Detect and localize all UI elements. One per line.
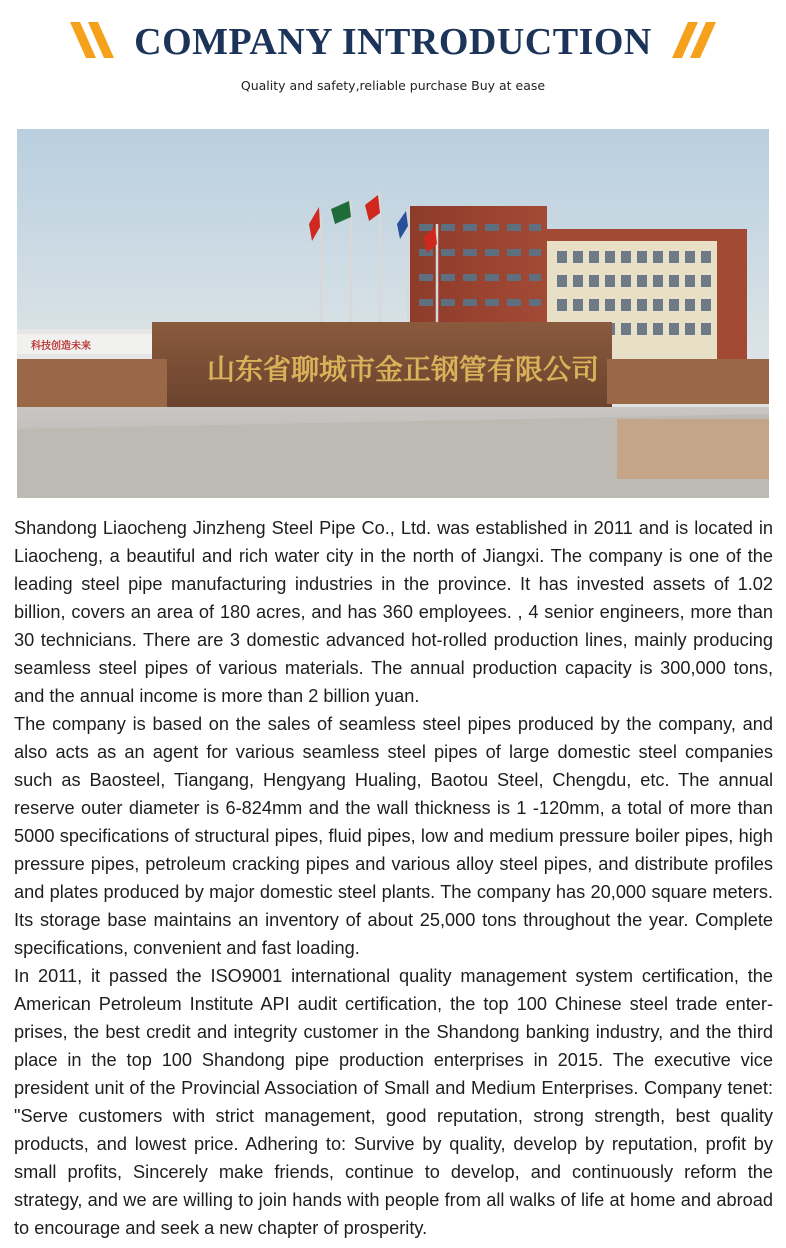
double-slash-right-icon [668,18,720,62]
paragraph-intro: Shandong Liaocheng Jinzheng Steel Pipe Co., Ltd. was established in 2011 and is located in Liaocheng, a beautiful and rich water city in the north of Jiangxi. The company is one of the leading steel pipe manufacturing industries in the province. It has invested assets of 1.02 billion, covers an area of 180 acres, and has 360 employees. , 4 senior engineers, more than 30 technicians. There are 3 domestic advanced hot-rolled production lines, mainly producing seamless steel pipes of various materials. The annual production capacity is 300,000 tons, and the annual income is more than 2 billion yuan. [14,518,773,706]
paragraph-products: The company is based on the sales of seamless steel pipes produced by the company, and also acts as an agent for various seamless steel pipes of large domestic steel companies such as Baosteel, Tiangang, Hengyang Hualing, Baotou Steel, Chengdu, etc. The annual reserve outer diameter is 6-824mm and the wall thickness is 1 -120mm, a total of more than 5000 specifications of structural pipes, fluid pipes, low and medium pressure boiler pipes, high pressure pipes, petroleum cracking pipes and various alloy steel pipes, and distribute profiles and plates produced by major domestic steel plants. The company has 20,000 square meters. Its storage base maintains an inventory of about 25,000 tons throughout the year. Complete specifications, convenient and fast loading. [14,714,773,958]
paragraph-certifications: In 2011, it passed the ISO9001 international quality management system certification, the American Petroleum Institute API audit certification, the top 100 Chinese steel trade enterprises, the best credit and integrity customer in the Shandong banking industry, and the third place in the top 100 Shandong pipe production enterprises in 2015. The executive vice president unit of the Provincial Association of Small and Medium Enterprises. Company tenet: "Serve customers with strict management, good reputation, strong strength, best quality products, and lowest price. Adhering to: Survive by quality, develop by reputation, profit by small profits, Sincerely make friends, continue to develop, and continuously reform the strategy, and we are willing to join hands with people from all walks of life at home and abroad to encourage and seek a new chapter of prosperity. [14,966,773,1238]
building-illustration [17,129,769,498]
sign-text: 山东省聊城市金正钢管有限公司 [207,353,600,386]
double-slash-left-icon [66,18,118,62]
company-building-photo [17,129,769,498]
section-header [0,14,786,70]
page-title: COMPANY INTRODUCTION [134,21,652,63]
banner-text: 科技创造未来 [31,341,91,352]
page-subtitle: Quality and safety,reliable purchase Buy at ease [240,78,546,93]
company-description [14,514,773,1242]
